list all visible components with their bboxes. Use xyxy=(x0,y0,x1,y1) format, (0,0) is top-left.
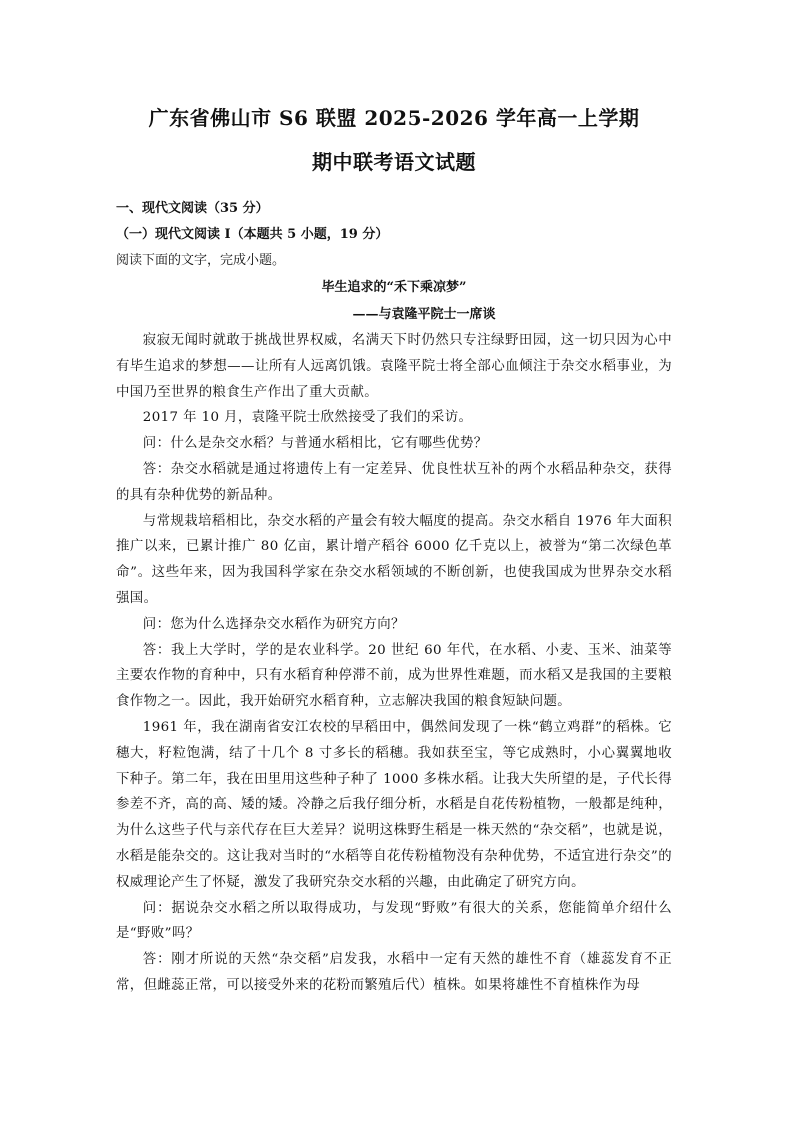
article-body xyxy=(116,328,672,999)
paragraph: 与常规栽培稻相比，杂交水稻的产量会有较大幅度的提高。杂交水稻自 1976 年大面积推广以来，已累计推广 80 亿亩，累计增产稻谷 6000 亿千克以上，被誉为“第二次绿色革命”。这些年来，因为我国科学家在杂交水稻领域的不断创新，也使我国成为世界杂交水稻强国。 xyxy=(116,513,672,606)
paragraph: 答：刚才所说的天然“杂交稻”启发我，水稻中一定有天然的雄性不育（雄蕊发育不正常，但雌蕊正常，可以接受外来的花粉而繁殖后代）植株。如果将雄性不育植株作为母 xyxy=(116,952,672,993)
article-title: 毕生追求的“禾下乘凉梦” xyxy=(321,280,467,295)
paragraph: 2017 年 10 月，袁隆平院士欣然接受了我们的采访。 xyxy=(142,410,473,426)
paragraph: 问：您为什么选择杂交水稻作为研究方向？ xyxy=(142,616,405,632)
document-title-line2: 期中联考语文试题 xyxy=(312,150,476,174)
paragraph: 答：杂交水稻就是通过将遗传上有一定差异、优良性状互补的两个水稻品种杂交，获得的具有杂种优势的新品种。 xyxy=(116,461,672,503)
paragraph: 寂寂无闻时就敢于挑战世界权威，名满天下时仍然只专注绿野田园，这一切只因为心中有毕生追求的梦想——让所有人远离饥饿。袁隆平院士将全部心血倾注于杂交水稻事业，为中国乃至世界的粮食生产作出了重大贡献。 xyxy=(116,333,672,400)
paragraph: 问：什么是杂交水稻？与普通水稻相比，它有哪些优势？ xyxy=(142,436,488,452)
article-subtitle: ——与袁隆平院士一席谈 xyxy=(352,307,496,322)
exam-page xyxy=(116,96,672,999)
paragraph: 问：据说杂交水稻之所以取得成功，与发现“野败”有很大的关系，您能简单介绍什么是“野败”吗？ xyxy=(116,900,672,942)
section-heading: 一、现代文阅读（35 分） xyxy=(116,201,269,216)
subsection-heading: （一）现代文阅读 Ⅰ（本题共 5 小题，19 分） xyxy=(116,227,389,242)
paragraph: 答：我上大学时，学的是农业科学。20 世纪 60 年代，在水稻、小麦、玉米、油菜等主要农作物的育种中，只有水稻育种停滞不前，成为世界性难题，而水稻又是我国的主要粮食作物之一。因此，我开始研究水稻育种，立志解决我国的粮食短缺问题。 xyxy=(116,642,672,710)
paragraph: 1961 年，我在湖南省安江农校的早稻田中，偶然间发现了一株“鹤立鸡群”的稻株。它穗大，籽粒饱满，结了十几个 8 寸多长的稻穗。我如获至宝，等它成熟时，小心翼翼地收下种子。第二年，我在田里用这些种子种了 1000 多株水稻。让我大失所望的是，子代长得参差不齐，高的高、矮的矮。冷静之后我仔细分析，水稻是自花传粉植物，一般都是纯种，为什么这些子代与亲代存在巨大差异？说明这株野生稻是一株天然的“杂交稻”，也就是说，水稻是能杂交的。这让我对当时的“水稻等自花传粉植物没有杂种优势，不适宜进行杂交”的权威理论产生了怀疑，激发了我研究杂交水稻的兴趣，由此确定了研究方向。 xyxy=(116,719,672,890)
document-title-line1: 广东省佛山市 S6 联盟 2025-2026 学年高一上学期 xyxy=(148,106,640,130)
reading-instruction: 阅读下面的文字，完成小题。 xyxy=(116,253,286,268)
